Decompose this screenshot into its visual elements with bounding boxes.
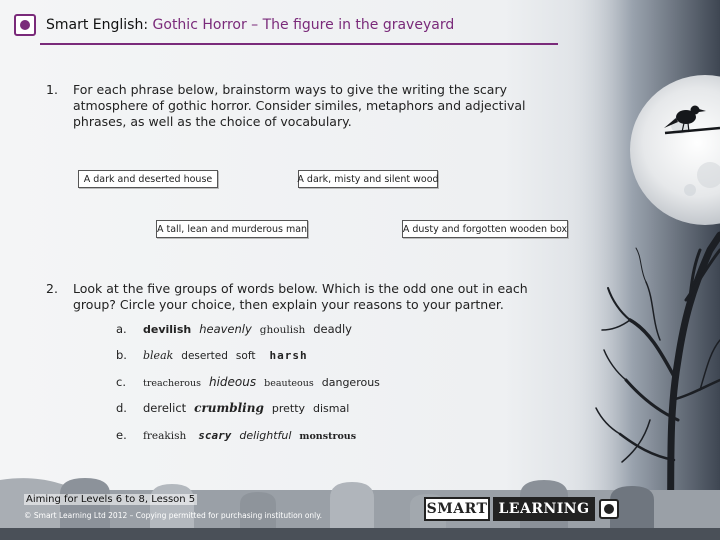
group-letter: a. xyxy=(116,322,127,336)
page-header xyxy=(14,12,454,38)
word-option[interactable]: ghoulish xyxy=(259,324,306,336)
word-option[interactable]: derelict xyxy=(143,401,187,415)
word-group-c xyxy=(116,375,388,395)
word-option[interactable]: crumbling xyxy=(194,401,264,415)
footer-copyright: © Smart Learning Ltd 2012 – Copying permitted for purchasing institution only. xyxy=(24,511,323,520)
word-group-d xyxy=(116,401,357,421)
question-2-text: Look at the five groups of words below. Which is the odd one out in each group? Circle your choice, then explain your reasons to your partner. xyxy=(73,281,528,312)
word-option[interactable]: treacherous xyxy=(143,378,201,389)
smart-logo-icon xyxy=(14,14,36,36)
word-option[interactable]: heavenly xyxy=(199,322,252,336)
footer-level-text: Aiming for Levels 6 to 8, Lesson 5 xyxy=(26,494,196,505)
phrase-box-house: A dark and deserted house xyxy=(78,170,218,188)
smart-logo-icon xyxy=(599,499,619,519)
word-option[interactable]: deserted xyxy=(181,350,228,362)
word-group-a xyxy=(116,322,360,342)
group-letter: b. xyxy=(116,348,127,362)
title-brand: Smart English: xyxy=(46,17,149,33)
word-option[interactable]: scary xyxy=(198,429,232,442)
word-option[interactable]: dismal xyxy=(313,402,350,415)
page-title xyxy=(46,17,454,33)
word-option[interactable]: pretty xyxy=(271,402,306,415)
logo-text-smart: SMART xyxy=(424,497,490,521)
header-divider xyxy=(40,43,558,45)
word-option[interactable]: bleak xyxy=(143,349,174,362)
group-letter: e. xyxy=(116,428,127,442)
word-option[interactable]: freakish xyxy=(143,430,187,442)
question-2-number: 2. xyxy=(46,281,58,296)
question-1-number: 1. xyxy=(46,82,58,97)
word-option[interactable]: monstrous xyxy=(299,431,357,442)
word-option[interactable]: harsh xyxy=(269,349,308,362)
word-option[interactable]: soft xyxy=(235,350,256,362)
word-group-e xyxy=(116,428,364,448)
word-group-b xyxy=(116,348,316,368)
phrase-box-box: A dusty and forgotten wooden box xyxy=(402,220,568,238)
smart-learning-logo xyxy=(424,497,619,521)
night-scene xyxy=(560,0,720,540)
question-1-text: For each phrase below, brainstorm ways to give the writing the scary atmosphere of gothic horror. Consider similes, metaphors and adjectival phrases, as well as the choice of vocabulary. xyxy=(73,82,526,129)
phrase-box-man: A tall, lean and murderous man xyxy=(156,220,308,238)
phrase-box-wood: A dark, misty and silent wood xyxy=(298,170,438,188)
word-option[interactable]: devilish xyxy=(143,323,192,336)
word-option[interactable]: hideous xyxy=(208,375,257,389)
word-option[interactable]: delightful xyxy=(239,429,292,442)
word-option[interactable]: beauteous xyxy=(264,378,314,389)
logo-text-learning: LEARNING xyxy=(493,497,595,521)
word-option[interactable]: dangerous xyxy=(321,376,380,389)
title-topic: Gothic Horror – The figure in the graveyard xyxy=(152,17,455,33)
group-letter: c. xyxy=(116,375,126,389)
group-letter: d. xyxy=(116,401,127,415)
word-option[interactable]: deadly xyxy=(313,322,352,336)
